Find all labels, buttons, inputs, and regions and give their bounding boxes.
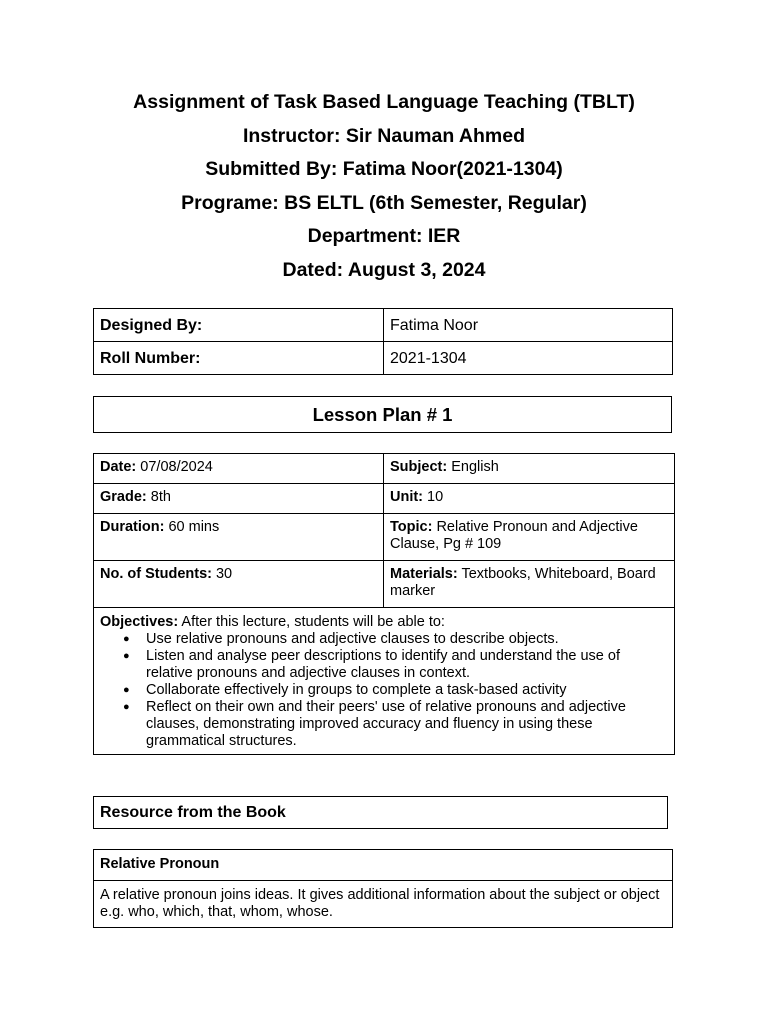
duration-label: Duration: bbox=[100, 519, 165, 535]
table-row bbox=[94, 454, 675, 484]
grade-value: 8th bbox=[146, 489, 171, 505]
roll-number-label: Roll Number: bbox=[94, 342, 384, 375]
materials-cell bbox=[384, 561, 675, 608]
subject-cell bbox=[384, 454, 675, 484]
materials-value: Textbooks, Whiteboard, Board marker bbox=[390, 566, 656, 599]
designed-by-label: Designed By: bbox=[94, 309, 384, 342]
table-row bbox=[94, 850, 673, 881]
duration-value: 60 mins bbox=[164, 519, 220, 535]
relative-pronoun-definition: A relative pronoun joins ideas. It gives additional information about the subject or object e.g. who, which, that, whom, whose. bbox=[94, 881, 673, 928]
objectives-label: Objectives: bbox=[100, 614, 179, 630]
topic-value: Relative Pronoun and Adjective Clause, Pg # 109 bbox=[390, 519, 638, 552]
objectives-cell bbox=[94, 608, 675, 755]
lesson-plan-title: Lesson Plan # 1 bbox=[93, 396, 672, 433]
grade-label: Grade: bbox=[100, 489, 147, 505]
date-cell bbox=[94, 454, 384, 484]
list-item: ● Use relative pronouns and adjective clauses to describe objects. bbox=[146, 631, 668, 648]
list-item: ● Listen and analyse peer descriptions to identify and understand the use of relative pronouns and adjective clauses in context. bbox=[146, 648, 668, 682]
students-label: No. of Students: bbox=[100, 566, 212, 582]
materials-label: Materials: bbox=[390, 566, 458, 582]
students-cell bbox=[94, 561, 384, 608]
resource-heading: Resource from the Book bbox=[93, 796, 668, 829]
table-row bbox=[94, 514, 675, 561]
table-row bbox=[94, 342, 673, 375]
relative-pronoun-table bbox=[93, 849, 673, 928]
table-row bbox=[94, 309, 673, 342]
date-label: Date: bbox=[100, 459, 137, 475]
topic-label: Topic: bbox=[390, 519, 433, 535]
list-item: ● Reflect on their own and their peers' use of relative pronouns and adjective clauses, demonstrating improved accuracy and fluency in using these grammatical structures. bbox=[146, 699, 668, 750]
objectives-intro: After this lecture, students will be able to: bbox=[178, 614, 445, 630]
document-header bbox=[0, 86, 768, 288]
list-item: ● Collaborate effectively in groups to complete a task-based activity bbox=[146, 682, 668, 699]
roll-number-value: 2021-1304 bbox=[384, 342, 673, 375]
designer-info-table bbox=[93, 308, 673, 375]
lesson-details-table bbox=[93, 453, 675, 755]
unit-cell bbox=[384, 484, 675, 514]
table-row bbox=[94, 561, 675, 608]
relative-pronoun-heading: Relative Pronoun bbox=[94, 850, 673, 881]
unit-label: Unit: bbox=[390, 489, 424, 505]
objectives-list bbox=[100, 631, 668, 750]
programme-line: Programe: BS ELTL (6th Semester, Regular) bbox=[181, 191, 587, 214]
table-row bbox=[94, 484, 675, 514]
dated-line: Dated: August 3, 2024 bbox=[282, 258, 486, 281]
table-row bbox=[94, 881, 673, 928]
grade-cell bbox=[94, 484, 384, 514]
unit-value: 10 bbox=[423, 489, 444, 505]
students-value: 30 bbox=[211, 566, 233, 582]
table-row bbox=[94, 608, 675, 755]
department-line: Department: IER bbox=[307, 225, 461, 248]
submitted-by-line: Submitted By: Fatima Noor(2021-1304) bbox=[205, 158, 563, 181]
instructor-line: Instructor: Sir Nauman Ahmed bbox=[242, 124, 526, 147]
designed-by-value: Fatima Noor bbox=[384, 309, 673, 342]
assignment-title: Assignment of Task Based Language Teaching (TBLT) bbox=[133, 91, 635, 113]
subject-label: Subject: bbox=[390, 459, 448, 475]
topic-cell bbox=[384, 514, 675, 561]
subject-value: English bbox=[447, 459, 499, 475]
duration-cell bbox=[94, 514, 384, 561]
date-value: 07/08/2024 bbox=[136, 459, 213, 475]
